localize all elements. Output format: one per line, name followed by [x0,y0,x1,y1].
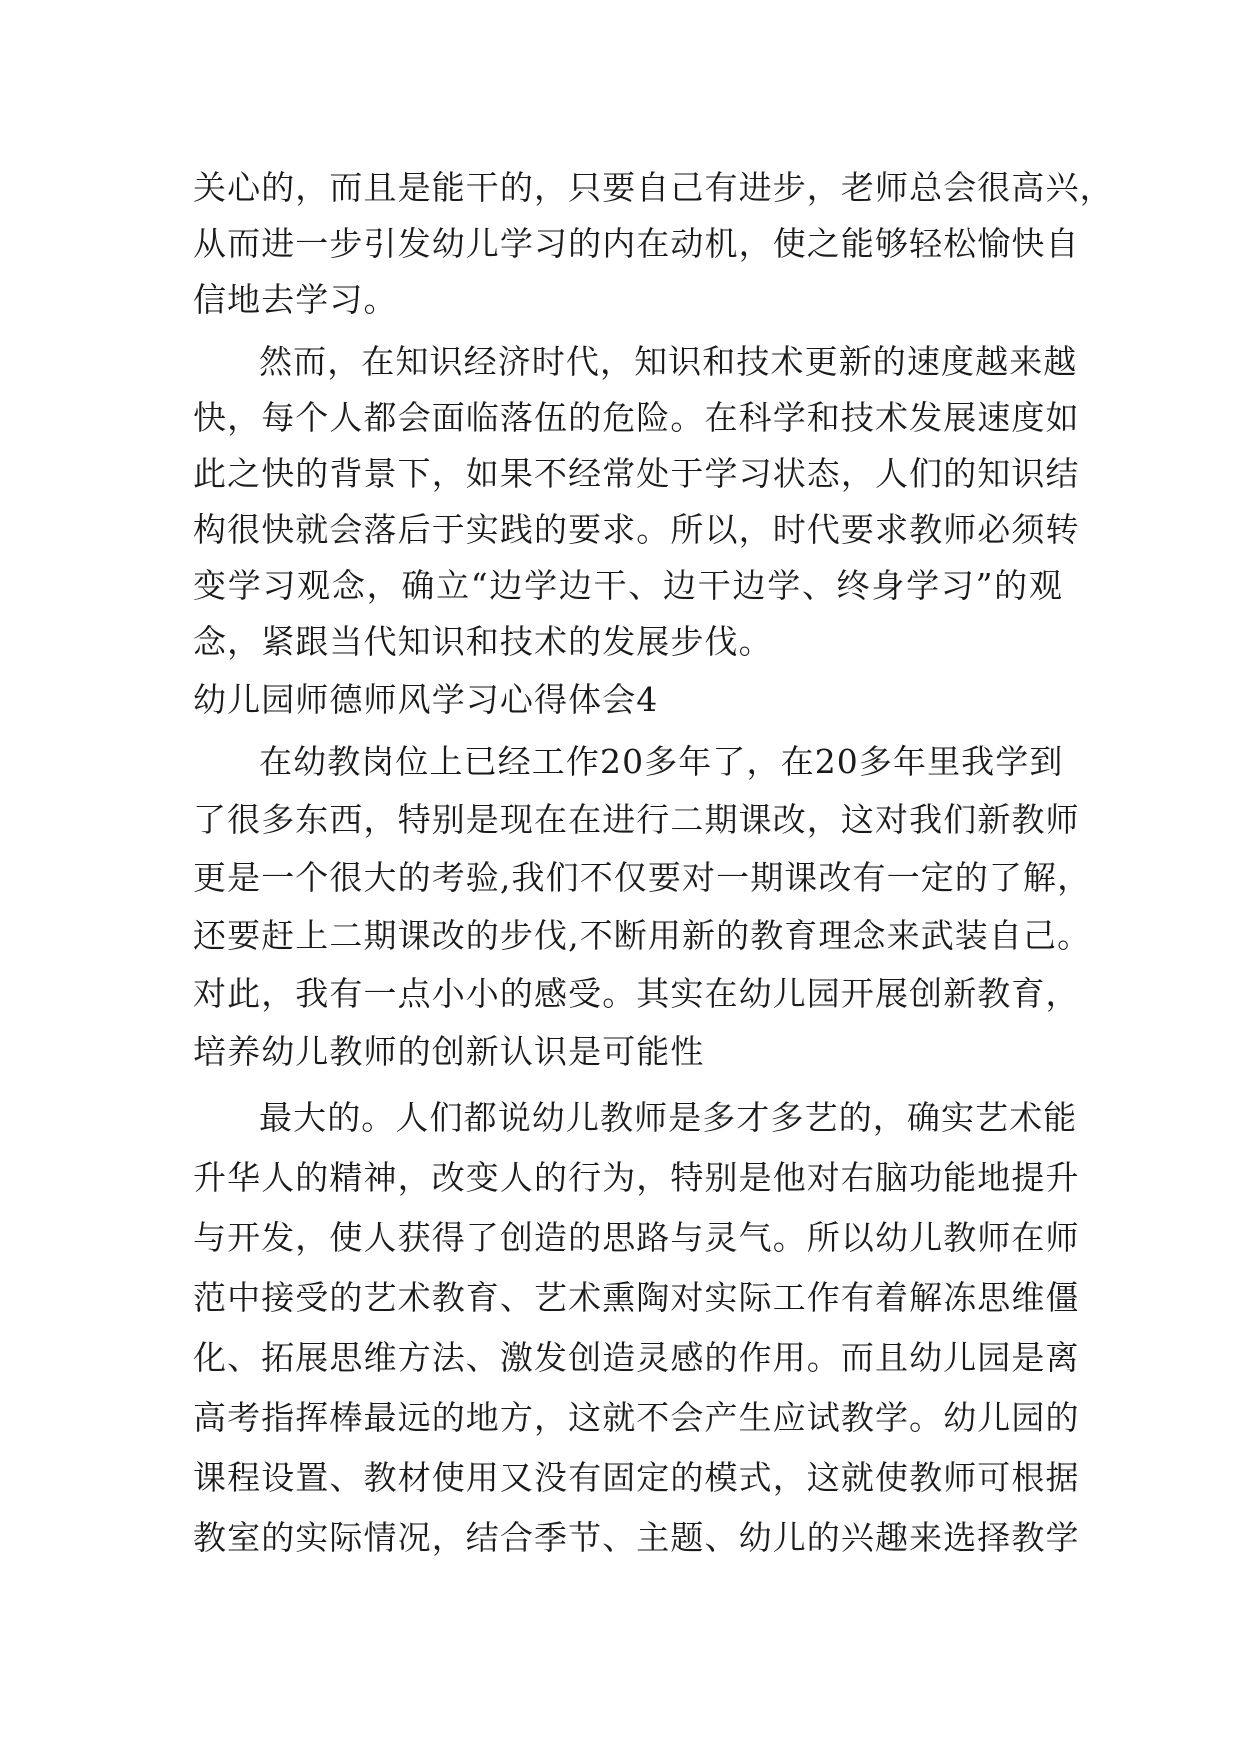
text-line-19: 与开发，使人获得了创造的思路与灵气。所以幼儿教师在师 [193,1218,1080,1257]
text-line-7: 构很快就会落后于实践的要求。所以，时代要求教师必须转 [193,510,1080,549]
text-line-9: 念，紧跟当代知识和技术的发展步伐。 [193,622,773,661]
text-line-21: 化、拓展思维方法、激发创造灵感的作用。而且幼儿园是离 [193,1338,1080,1377]
section-heading: 幼儿园师德师风学习心得体会4 [193,680,659,719]
text-line-4: 然而，在知识经济时代，知识和技术更新的速度越来越 [259,342,1078,381]
text-line-14: 还要赶上二期课改的步伐,不断用新的教育理念来武装自己。 [193,916,1092,955]
text-line-12: 了很多东西，特别是现在在进行二期课改，这对我们新教师 [193,800,1080,839]
text-line-8: 变学习观念，确立“边学边干、边干边学、终身学习”的观 [193,566,1063,605]
text-line-2: 从而进一步引发幼儿学习的内在动机，使之能够轻松愉快自 [193,224,1080,263]
text-line-17: 最大的。人们都说幼儿教师是多才多艺的，确实艺术能 [259,1098,1078,1137]
text-line-5: 快，每个人都会面临落伍的危险。在科学和技术发展速度如 [193,398,1080,437]
text-line-13: 更是一个很大的考验,我们不仅要对一期课改有一定的了解， [193,858,1092,897]
text-line-20: 范中接受的艺术教育、艺术熏陶对实际工作有着解冻思维僵 [193,1278,1080,1317]
text-line-15: 对此，我有一点小小的感受。其实在幼儿园开展创新教育， [193,974,1080,1013]
text-line-22: 高考指挥棒最远的地方，这就不会产生应试教学。幼儿园的 [193,1398,1080,1437]
text-line-6: 此之快的背景下，如果不经常处于学习状态，人们的知识结 [193,454,1080,493]
text-line-24: 教室的实际情况，结合季节、主题、幼儿的兴趣来选择教学 [193,1518,1080,1557]
text-line-23: 课程设置、教材使用又没有固定的模式，这就使教师可根据 [193,1458,1080,1497]
text-line-11: 在幼教岗位上已经工作20多年了，在20多年里我学到 [259,742,1064,781]
text-line-1: 关心的，而且是能干的，只要自己有进步，老师总会很高兴， [193,168,1114,207]
text-line-3: 信地去学习。 [193,280,398,319]
text-line-18: 升华人的精神，改变人的行为，特别是他对右脑功能地提升 [193,1158,1080,1197]
text-line-16: 培养幼儿教师的创新认识是可能性 [193,1032,705,1071]
